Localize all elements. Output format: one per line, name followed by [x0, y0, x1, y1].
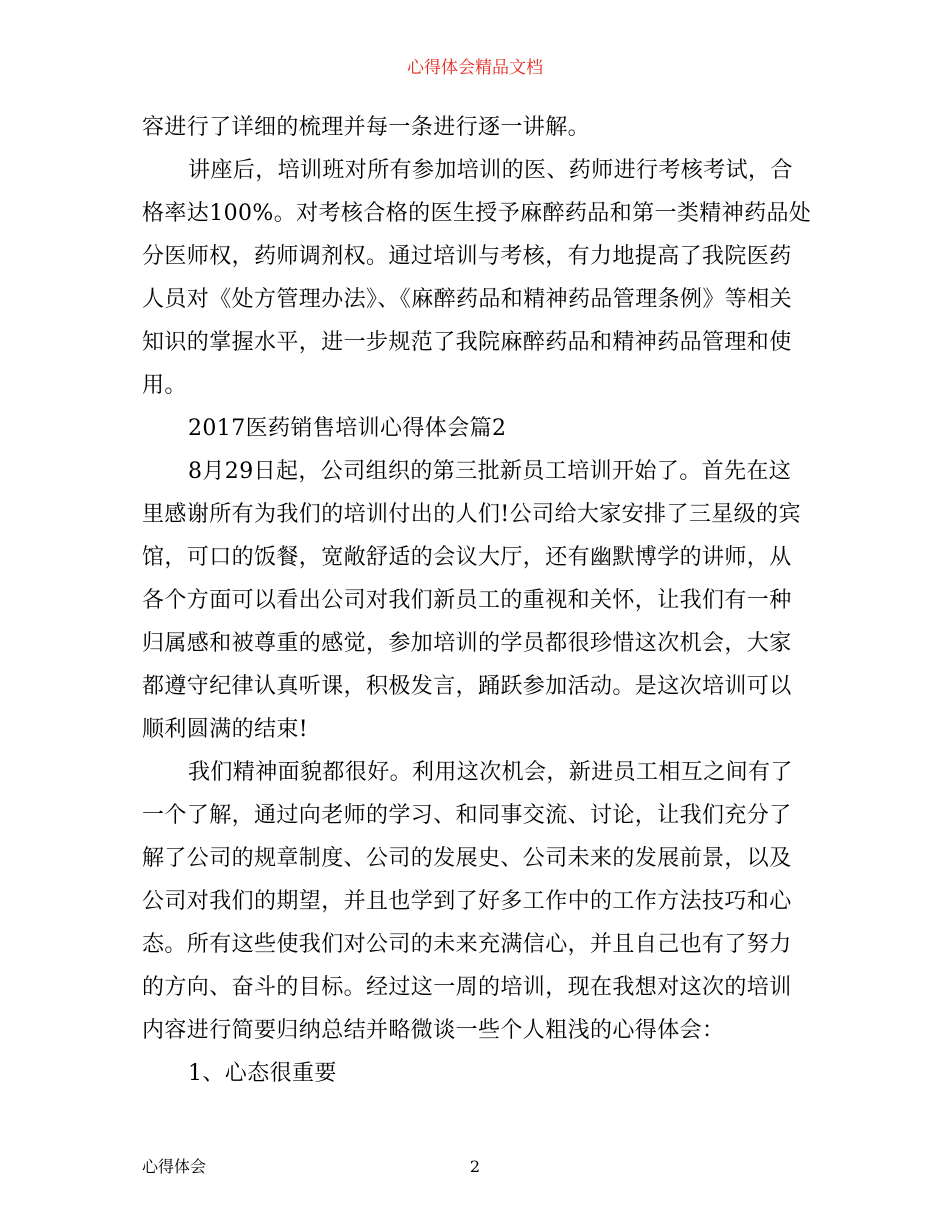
list-item-mindset: 1、心态很重要 — [188, 1061, 337, 1086]
footer-label: 心得体会 — [142, 1157, 207, 1176]
page-header-title: 心得体会精品文档 — [407, 58, 543, 78]
section-heading: 2017医药销售培训心得体会篇2 — [188, 416, 507, 441]
paragraph-assessment: 讲座后，培训班对所有参加培训的医、药师进行考核考试，合格率达100%。对考核合格的医生授予麻醉药品和第一类精神药品处分医师权，药师调剂权。通过培训与考核，有力地提高了我院医药人员对《处方管理办法》、《麻醉药品和精神药品管理条例》等相关知识的掌握水平，进一步规范了我院麻醉药品和精神药品管理和使用。 — [142, 158, 812, 398]
page-footer — [0, 1155, 950, 1179]
document-body — [142, 106, 812, 1095]
page-number: 2 — [469, 1157, 481, 1176]
paragraph-continuation: 容进行了详细的梳理并每一条进行逐一讲解。 — [142, 115, 591, 140]
paragraph-spirit: 我们精神面貌都很好。利用这次机会，新进员工相互之间有了一个了解，通过向老师的学习、和同事交流、讨论，让我们充分了解了公司的规章制度、公司的发展史、公司未来的发展前景，以及公司对我们的期望，并且也学到了好多工作中的工作方法技巧和心态。所有这些使我们对公司的未来充满信心，并且自己也有了努力的方向、奋斗的目标。经过这一周的培训，现在我想对这次的培训内容进行简要归纳总结并略微谈一些个人粗浅的心得体会： — [142, 760, 793, 1043]
paragraph-training-start: 8月29日起，公司组织的第三批新员工培训开始了。首先在这里感谢所有为我们的培训付出的人们!公司给大家安排了三星级的宾馆，可口的饭餐，宽敞舒适的会议大厅，还有幽默博学的讲师，从各个方面可以看出公司对我们新员工的重视和关怀，让我们有一种归属感和被尊重的感觉，参加培训的学员都很珍惜这次机会，大家都遵守纪律认真听课，积极发言，踊跃参加活动。是这次培训可以顺利圆满的结束! — [142, 459, 801, 742]
